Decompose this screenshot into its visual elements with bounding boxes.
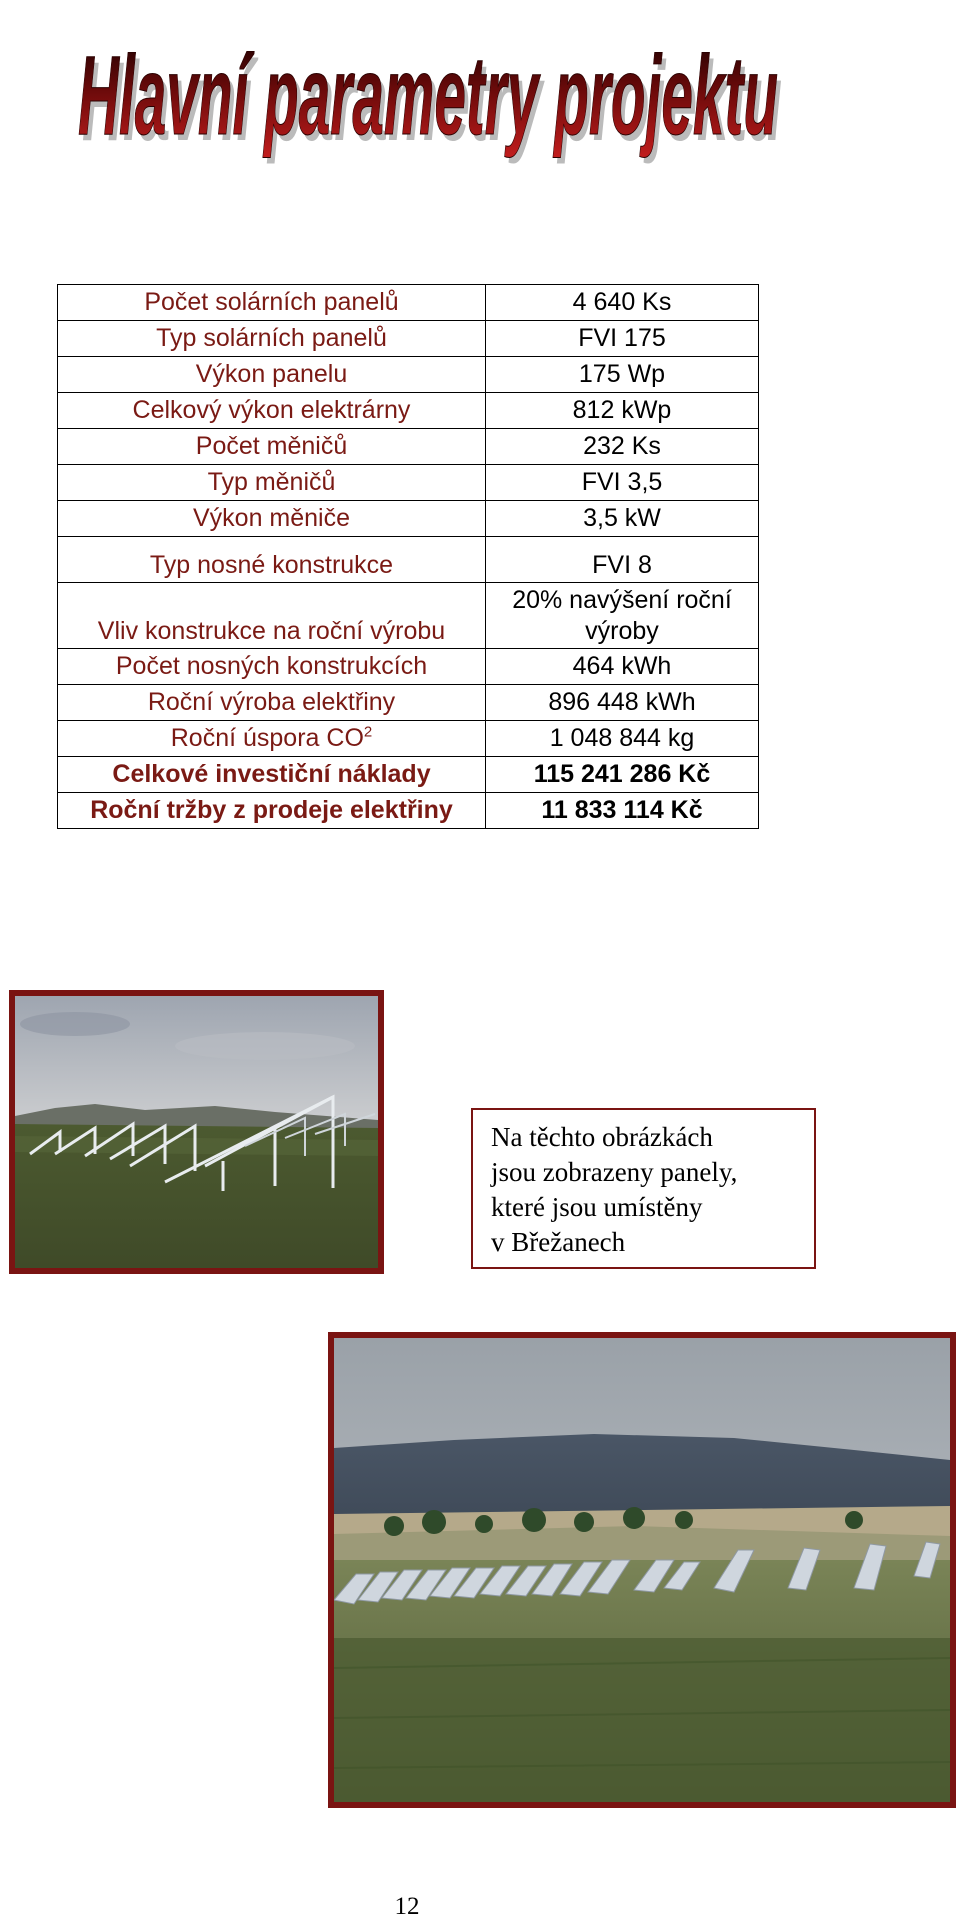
param-value: 232 Ks: [486, 429, 759, 465]
param-label: Roční výroba elektřiny: [58, 685, 486, 721]
param-value: 115 241 286 Kč: [486, 757, 759, 793]
param-label: Počet měničů: [58, 429, 486, 465]
param-value: 4 640 Ks: [486, 285, 759, 321]
page-title: [50, 0, 810, 200]
param-value: 3,5 kW: [486, 501, 759, 537]
param-value: 812 kWp: [486, 393, 759, 429]
param-label: Celkové investiční náklady: [58, 757, 486, 793]
table-row: [58, 757, 759, 793]
table-row: [58, 393, 759, 429]
param-value-line: výroby: [585, 616, 659, 645]
solar-panels-photo: [328, 1332, 956, 1808]
param-value: 1 048 844 kg: [486, 721, 759, 757]
param-label: Počet solárních panelů: [58, 285, 486, 321]
param-label: Vliv konstrukce na roční výrobu: [58, 583, 486, 649]
param-label-text: Roční úspora CO: [170, 724, 364, 752]
table-row: [58, 649, 759, 685]
solar-frames-photo: [9, 990, 384, 1274]
param-label: [58, 721, 486, 757]
table-row: [58, 583, 759, 649]
param-value: FVI 8: [486, 537, 759, 583]
table-row: [58, 429, 759, 465]
param-value: [486, 583, 759, 649]
caption-line: které jsou umístěny: [491, 1192, 703, 1222]
table-row: [58, 721, 759, 757]
table-row: [58, 685, 759, 721]
caption-line: jsou zobrazeny panely,: [491, 1157, 738, 1187]
table-row: [58, 537, 759, 583]
param-value: 11 833 114 Kč: [486, 793, 759, 829]
photo-caption: [471, 1108, 816, 1269]
table-row: [58, 285, 759, 321]
param-label: Typ nosné konstrukce: [58, 537, 486, 583]
param-label: Typ měničů: [58, 465, 486, 501]
param-label: Výkon panelu: [58, 357, 486, 393]
page-title-text: Hlavní parametry projektu: [78, 33, 778, 158]
param-value: FVI 175: [486, 321, 759, 357]
table-row: [58, 793, 759, 829]
param-value: 896 448 kWh: [486, 685, 759, 721]
table-row: [58, 465, 759, 501]
param-label: Typ solárních panelů: [58, 321, 486, 357]
table-row: [58, 321, 759, 357]
caption-line: Na těchto obrázkách: [491, 1122, 713, 1152]
param-label: Celkový výkon elektrárny: [58, 393, 486, 429]
parameters-table: [57, 284, 759, 829]
param-value-line: 20% navýšení roční: [512, 585, 732, 614]
table-row: [58, 501, 759, 537]
param-label-subscript: 2: [363, 723, 373, 741]
page-title-shadow: Hlavní parametry projektu: [82, 39, 782, 164]
param-label: Výkon měniče: [58, 501, 486, 537]
page-number: 12: [394, 1893, 420, 1920]
param-value: 464 kWh: [486, 649, 759, 685]
param-label: Počet nosných konstrukcích: [58, 649, 486, 685]
param-value: 175 Wp: [486, 357, 759, 393]
table-row: [58, 357, 759, 393]
caption-line: v Břežanech: [491, 1227, 626, 1257]
param-label: Roční tržby z prodeje elektřiny: [58, 793, 486, 829]
param-value: FVI 3,5: [486, 465, 759, 501]
